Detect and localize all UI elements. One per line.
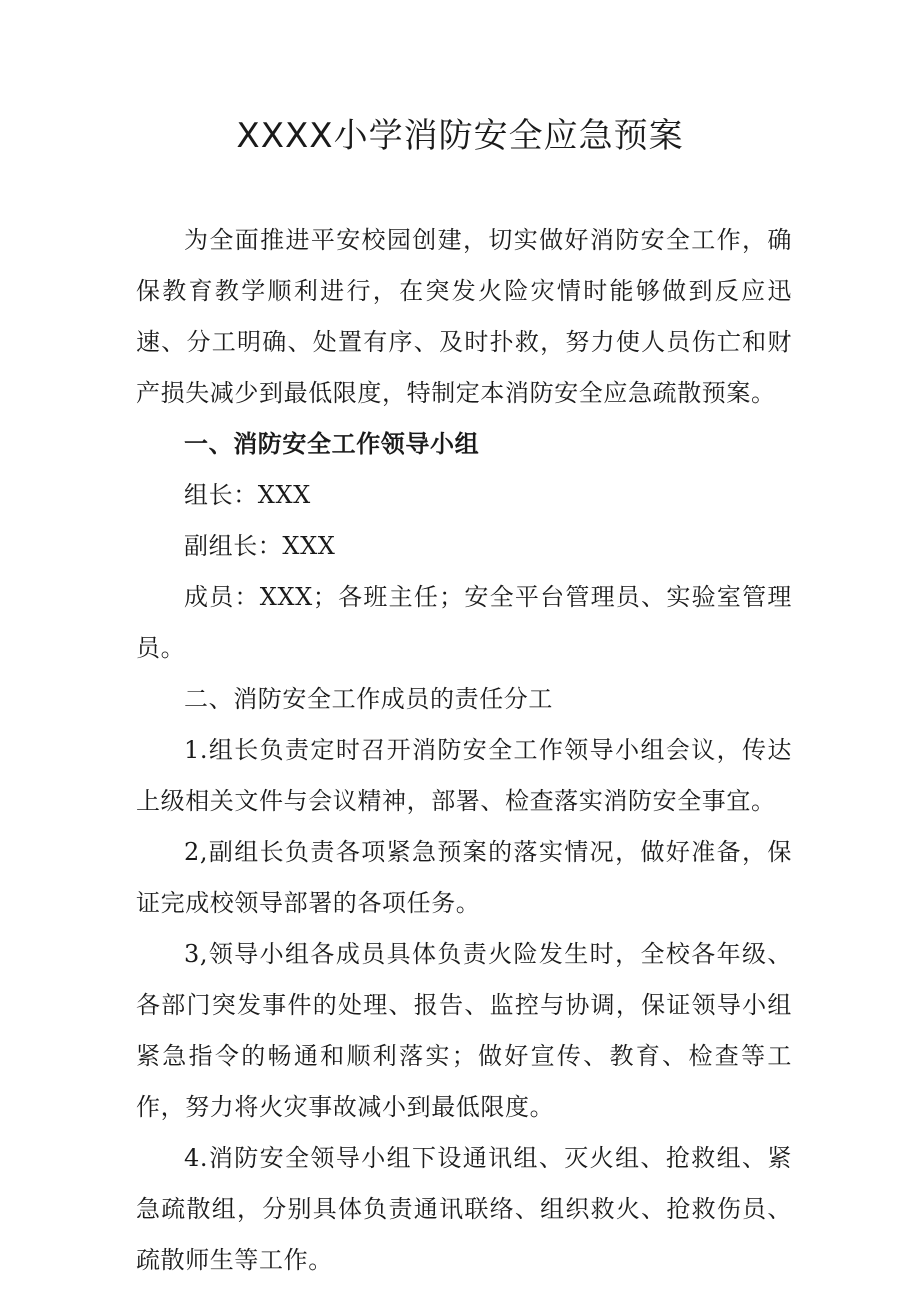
section-2-heading: 二、消防安全工作成员的责任分工 xyxy=(184,685,553,713)
document-body xyxy=(136,215,792,1286)
members-line: 成员：XXX；各班主任；安全平台管理员、实验室管理员。 xyxy=(136,583,792,662)
group-leader-line: 组长：XXX xyxy=(184,481,311,509)
responsibility-item-1: 1.组长负责定时召开消防安全工作领导小组会议，传达上级相关文件与会议精神，部署、检查落实消防安全事宜。 xyxy=(136,736,792,815)
responsibility-item-3: 3,领导小组各成员具体负责火险发生时，全校各年级、各部门突发事件的处理、报告、监控与协调，保证领导小组紧急指令的畅通和顺利落实；做好宣传、教育、检查等工作，努力将火灾事故减小到最低限度。 xyxy=(136,940,792,1121)
intro-paragraph: 为全面推进平安校园创建，切实做好消防安全工作，确保教育教学顺利进行，在突发火险灾情时能够做到反应迅速、分工明确、处置有序、及时扑救，努力使人员伤亡和财产损失减少到最低限度，特制定本消防安全应急疏散预案。 xyxy=(136,226,792,407)
deputy-leader-line: 副组长：XXX xyxy=(184,532,336,560)
document-title: XXXX小学消防安全应急预案 xyxy=(236,116,684,156)
section-1-heading: 一、消防安全工作领导小组 xyxy=(184,430,480,458)
responsibility-item-2: 2,副组长负责各项紧急预案的落实情况，做好准备，保证完成校领导部署的各项任务。 xyxy=(136,838,792,917)
responsibility-item-4: 4.消防安全领导小组下设通讯组、灭火组、抢救组、紧急疏散组，分别具体负责通讯联络、组织救火、抢救伤员、疏散师生等工作。 xyxy=(136,1144,792,1274)
